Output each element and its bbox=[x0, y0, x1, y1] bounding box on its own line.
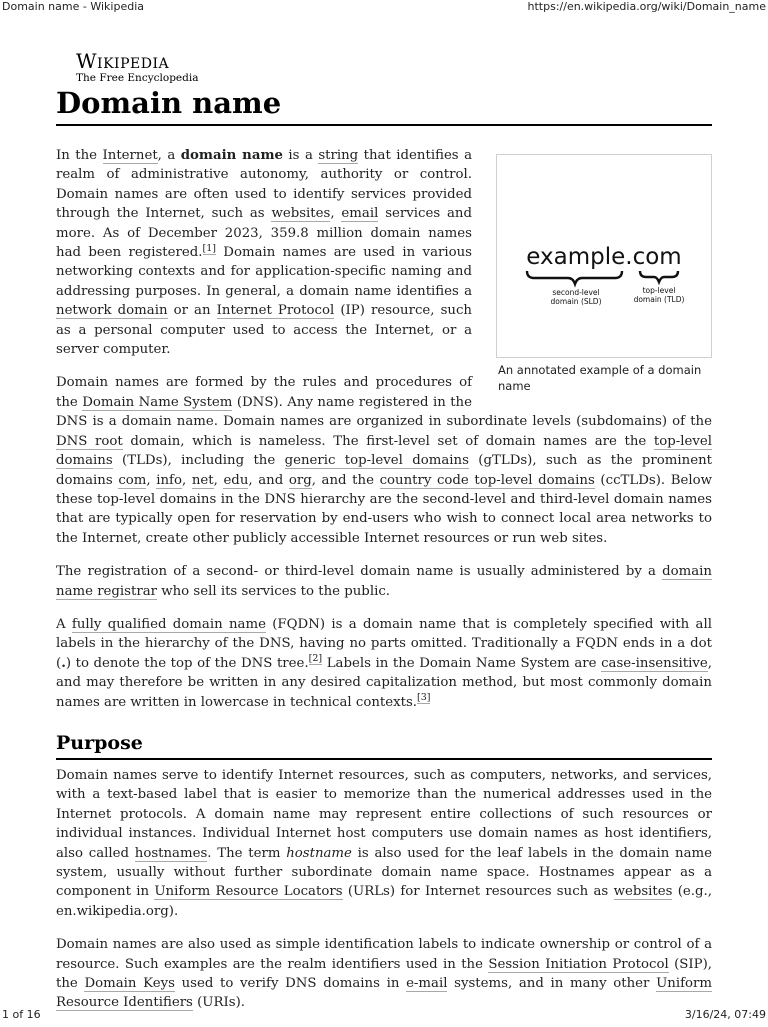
italic-hostname: hostname bbox=[286, 845, 352, 861]
link-case-insensitive[interactable]: case-insensitive bbox=[601, 655, 708, 671]
purpose-paragraph-1: Domain names serve to identify Internet resources, such as computers, networks, and services, with a text-based label that is easier to memorize than the numerical addresses used in the Internet protocols. A domain name may represent entire collections of such resources or individual instances. Individual Internet host computers use domain names as host identifiers, also called hostnames. The term hostname is also used for the leaf labels in the domain name system, usually without further subordinate domain name space. Hostnames appear as a component in Uniform Resource Locators (URLs) for Internet resources such as websites (e.g., en.wikipedia.org). bbox=[56, 767, 712, 919]
bold-domain-name: domain name bbox=[180, 148, 283, 163]
reference-3[interactable]: [3] bbox=[417, 692, 431, 704]
logo-wordmark: Wikipedia bbox=[76, 49, 170, 73]
link-hostnames[interactable]: hostnames bbox=[134, 845, 208, 861]
link-email[interactable]: email bbox=[341, 206, 379, 222]
reference-1[interactable]: [1] bbox=[202, 242, 216, 254]
link-websites-2[interactable]: websites bbox=[613, 884, 673, 900]
article-content bbox=[56, 146, 712, 1027]
domain-diagram bbox=[497, 155, 711, 357]
link-dns-root[interactable]: DNS root bbox=[56, 433, 123, 449]
print-page-title: Domain name - Wikipedia bbox=[2, 0, 144, 13]
tld-label-line2: domain (TLD) bbox=[633, 295, 685, 304]
link-network-domain[interactable]: network domain bbox=[56, 303, 168, 319]
link-domain-name-system[interactable]: Domain Name System bbox=[82, 394, 233, 410]
infobox-image bbox=[496, 146, 712, 394]
infobox-caption: An annotated example of a domain name bbox=[498, 363, 702, 393]
wikipedia-logo[interactable] bbox=[76, 50, 198, 84]
link-fqdn[interactable]: fully qualified domain name bbox=[71, 616, 266, 632]
tld-label-line1: top-level bbox=[642, 286, 676, 295]
diagram-domain-text: example.com bbox=[526, 244, 682, 270]
tld-brace bbox=[640, 271, 678, 282]
link-country-code-tld[interactable]: country code top-level domains bbox=[379, 472, 595, 488]
link-e-mail[interactable]: e-mail bbox=[406, 976, 448, 992]
purpose-paragraph-2: Domain names are also used as simple identification labels to indicate ownership or control of a resource. Such examples are the realm identifiers used in the Session Initiation Protocol (SIP), the Domain Keys used to verify DNS domains in e-mail systems, and in many other Uniform Resource Identifiers (URIs). bbox=[56, 937, 712, 1011]
link-generic-tld[interactable]: generic top-level domains bbox=[284, 453, 469, 469]
intro-paragraph-4: A fully qualified domain name (FQDN) is a domain name that is completely specified with all labels in the hierarchy of the DNS, having no parts omitted. Traditionally a FQDN ends in a dot (.) to denote the top of the DNS tree.[2] Labels in the Domain Name System are case-insensitive, and may therefore be written in any desired capitalization method, but most commonly domain names are written in lowercase in technical contexts.[3] bbox=[56, 616, 712, 710]
intro-paragraph-3: The registration of a second- or third-level domain name is usually administered by a domain name registrar who sell its services to the public. bbox=[56, 564, 712, 599]
intro-paragraph-2: Domain names are formed by the rules and procedures of the Domain Name System (DNS). Any name registered in the DNS is a domain name. Domain names are organized in subordinate levels (subdomains) of the DNS root domain, which is nameless. The first-level set of domain names are the top-level domains (TLDs), including the generic top-level domains (gTLDs), such as the prominent domains com, info, net, edu, and org, and the country code top-level domains (ccTLDs). Below these top-level domains in the DNS hierarchy are the second-level and third-level domain names that are typically open for reservation by end-users who wish to connect local area networks to the Internet, create other publicly accessible Internet resources or run web sites. bbox=[56, 375, 713, 546]
link-internet[interactable]: Internet bbox=[102, 148, 158, 163]
link-edu[interactable]: edu bbox=[223, 472, 249, 488]
link-domain-keys[interactable]: Domain Keys bbox=[84, 976, 175, 992]
link-net[interactable]: net bbox=[191, 472, 214, 488]
link-internet-protocol[interactable]: Internet Protocol bbox=[216, 303, 335, 319]
print-page-number: 1 of 16 bbox=[2, 1008, 41, 1021]
section-heading-purpose: Purpose bbox=[56, 730, 712, 760]
link-domain-name-registrar[interactable]: domain name registrar bbox=[56, 564, 712, 599]
link-com[interactable]: com bbox=[118, 472, 147, 488]
print-header bbox=[0, 0, 768, 16]
link-string[interactable]: string bbox=[318, 148, 359, 163]
intro-paragraph-1: In the Internet, a domain name is a string that identifies a realm of administrative autonomy, authority or control. Domain names are often used to identify services provided through the Internet, such as websites, email services and more. As of December 2023, 359.8 million domain names had been registered.[1] Domain names are used in various networking contexts and for application-specific naming and addressing purposes. In general, a domain name identifies a network domain or an Internet Protocol (IP) resource, such as a personal computer used to access the Internet, or a server computer. bbox=[56, 148, 473, 358]
infobox-image-frame[interactable] bbox=[496, 154, 712, 358]
print-page-url: https://en.wikipedia.org/wiki/Domain_name bbox=[527, 0, 766, 13]
sld-brace bbox=[527, 271, 622, 284]
link-websites[interactable]: websites bbox=[271, 206, 331, 222]
link-uniform-resource-identifiers[interactable]: Uniform Resource Identifiers bbox=[56, 976, 712, 1011]
print-datetime: 3/16/24, 07:49 bbox=[684, 1008, 766, 1021]
title-divider bbox=[56, 124, 712, 126]
link-org[interactable]: org bbox=[288, 472, 312, 488]
sld-label-line2: domain (SLD) bbox=[550, 297, 602, 306]
sld-label-line1: second-level bbox=[552, 288, 600, 297]
link-session-initiation-protocol[interactable]: Session Initiation Protocol bbox=[488, 956, 669, 972]
print-footer bbox=[0, 1008, 768, 1024]
link-uniform-resource-locators[interactable]: Uniform Resource Locators bbox=[154, 884, 343, 900]
reference-2[interactable]: [2] bbox=[308, 653, 323, 665]
logo-tagline: The Free Encyclopedia bbox=[76, 72, 199, 84]
bold-dot: . bbox=[61, 655, 66, 671]
link-info[interactable]: info bbox=[156, 472, 182, 488]
page-title: Domain name bbox=[56, 86, 282, 120]
link-top-level-domains[interactable]: top-level domains bbox=[56, 433, 713, 469]
